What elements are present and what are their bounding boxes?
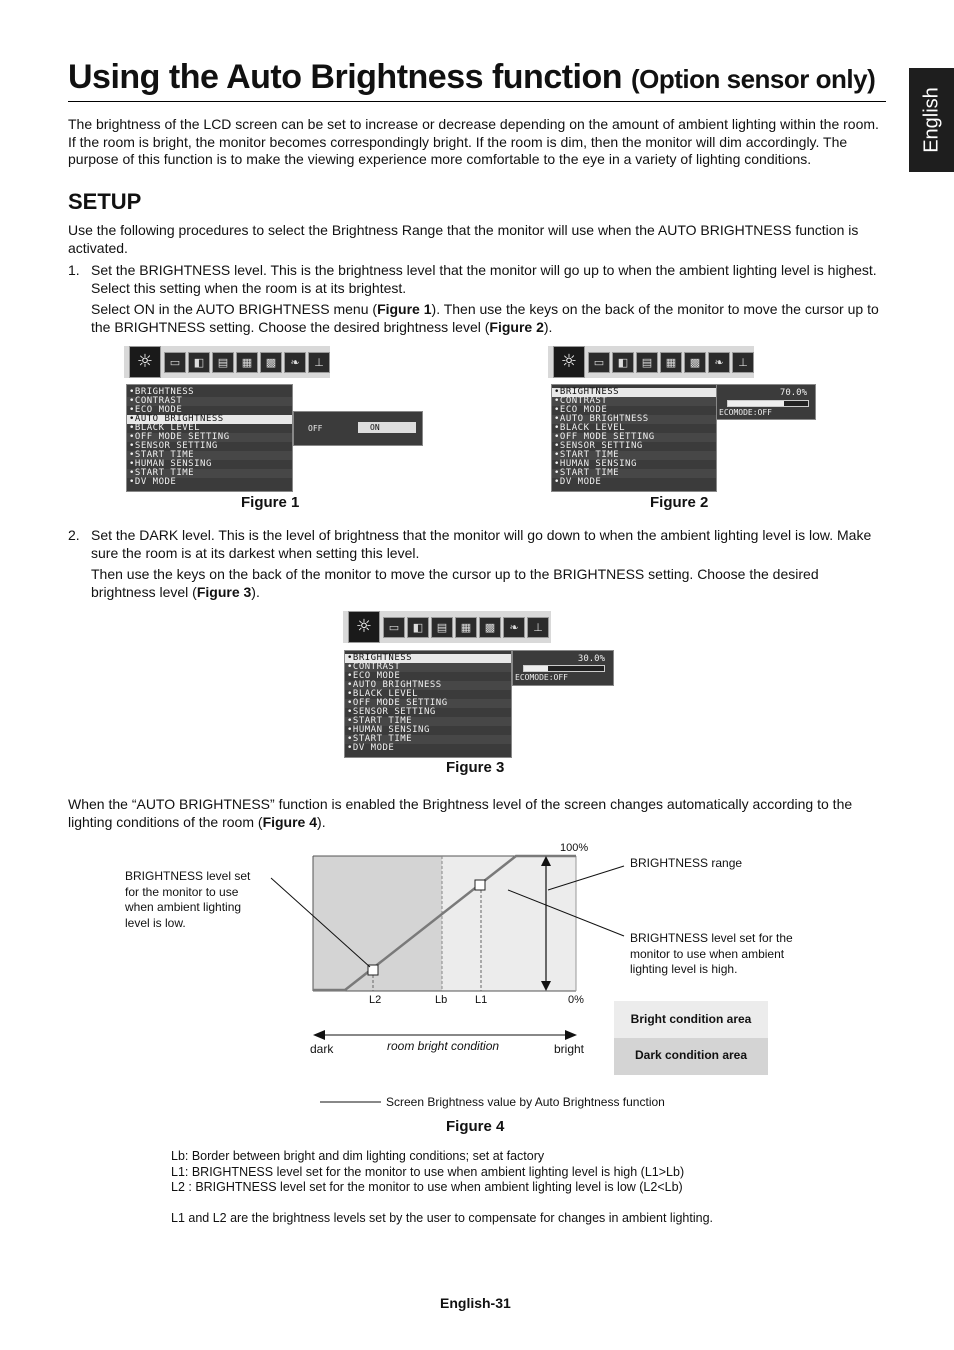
l1-marker (475, 880, 485, 890)
dark-label: dark (310, 1042, 334, 1056)
size-icon: ▤ (212, 352, 234, 373)
color-icon: ▦ (455, 617, 477, 638)
size-icon: ▤ (431, 617, 453, 638)
para4-b: ). (317, 813, 326, 830)
info-monitor-icon: ⊥ (308, 352, 330, 373)
menu-item-selected: •BRIGHTNESS (345, 654, 511, 663)
setup-lead: Use the following procedures to select the Brightness Range that the monitor will use when the AUTO BRIGHTNESS function is activated. (68, 222, 859, 256)
brightness-value: 30.0% (577, 654, 605, 664)
menu-item: •SENSOR SETTING (347, 707, 436, 717)
para4-a: When the “AUTO BRIGHTNESS” function is enabled the Brightness level of the screen changes automatically according to the lighting conditions of the room ( (68, 796, 853, 830)
curve-legend-label: Screen Brightness value by Auto Brightness function (386, 1095, 665, 1109)
contrast-icon: ◧ (188, 352, 210, 373)
picture-icon: ▭ (164, 352, 186, 373)
tick-lb: Lb (435, 994, 448, 1006)
step1-number: 1. (68, 262, 80, 278)
step2-fig3-ref: Figure 3 (196, 583, 252, 600)
range-note: BRIGHTNESS range (630, 856, 743, 870)
grid-icon: ▩ (260, 352, 282, 373)
grid-icon: ▩ (479, 617, 501, 638)
room-axis-left-arrow (313, 1030, 325, 1040)
color-icon: ▦ (660, 352, 682, 373)
step1-text2-b: ). Then use the keys on the back of the monitor to move the cursor up to the BRIGHTNESS setting. Choose the desired brightness level ( (91, 301, 879, 335)
high-level-note: BRIGHTNESS level set for the monitor to use when ambient lighting level is high. (630, 931, 793, 976)
step1-text: Set the BRIGHTNESS level. This is the brightness level that the monitor will go up to when the ambient lighting level is highest. Select this setting when the room is at its brightest. (91, 262, 877, 296)
notes (171, 1149, 851, 1226)
page-footer: English-31 (440, 1295, 511, 1311)
step1-text2-c: ). (543, 318, 553, 335)
step1-text2-a: Select ON in the AUTO BRIGHTNESS menu ( (91, 301, 378, 317)
label-0: 0% (568, 994, 584, 1006)
label-100: 100% (560, 842, 589, 854)
step2-text2-a: Then use the keys on the back of the monitor to move the cursor up to the BRIGHTNESS setting. Choose the desired brightness level ( (91, 566, 819, 600)
low-level-note: BRIGHTNESS level set for the monitor to use when ambient lighting level is low. (125, 869, 251, 930)
room-condition-label: room bright condition (387, 1039, 500, 1053)
picture-icon: ▭ (588, 352, 610, 373)
bright-label: bright (554, 1042, 585, 1056)
step2-text: Set the DARK level. This is the level of brightness that the monitor will go down to when the ambient lighting level is low. Make sure the room is at its darkest when setting this level. (91, 527, 872, 561)
menu-item-selected: •BRIGHTNESS (552, 388, 716, 397)
eco-leaf-icon: ❧ (284, 352, 306, 373)
menu-item: •OFF MODE SETTING (127, 433, 292, 442)
menu-item: •HUMAN SENSING (347, 725, 430, 735)
on-option-label: ON (370, 423, 380, 432)
room-axis-right-arrow (565, 1030, 577, 1040)
menu-item: •DV MODE (554, 477, 602, 487)
contrast-icon: ◧ (612, 352, 634, 373)
note-l1: L1: BRIGHTNESS level set for the monitor to use when ambient lighting level is high (L1>Lb) (171, 1164, 685, 1179)
menu-item: •HUMAN SENSING (554, 459, 637, 469)
menu-item: •DV MODE (129, 477, 177, 487)
menu-item: •CONTRAST (127, 397, 292, 406)
eco-leaf-icon: ❧ (503, 617, 525, 638)
menu-item: •START TIME (127, 469, 292, 478)
step2-text2-b: ). (251, 583, 260, 600)
menu-item: •OFF MODE SETTING (552, 433, 716, 442)
menu-item: •START TIME (552, 469, 716, 478)
figure1-caption: Figure 1 (241, 494, 300, 511)
figure4-caption: Figure 4 (446, 1118, 505, 1135)
note-lb: Lb: Border between bright and dim lighting conditions; set at factory (171, 1149, 545, 1163)
menu-item: •CONTRAST (345, 663, 511, 672)
language-tab-label: English (920, 87, 942, 153)
menu-item: •SENSOR SETTING (129, 441, 218, 451)
menu-item: •BLACK LEVEL (347, 689, 419, 699)
grid-icon: ▩ (684, 352, 706, 373)
menu-item: •BRIGHTNESS (129, 387, 195, 397)
menu-item: •HUMAN SENSING (129, 459, 212, 469)
fig4-ref: Figure 4 (262, 813, 318, 830)
brightness-sun-icon: ☼ (129, 346, 161, 378)
off-option: OFF (308, 424, 323, 433)
picture-icon: ▭ (383, 617, 405, 638)
eco-leaf-icon: ❧ (708, 352, 730, 373)
menu-item: •SENSOR SETTING (554, 441, 643, 451)
menu-item: •BLACK LEVEL (554, 423, 626, 433)
tick-l2: L2 (369, 994, 382, 1006)
menu-item: •AUTO BRIGHTNESS (345, 681, 511, 690)
note-l1-l2: L1 and L2 are the brightness levels set by the user to compensate for changes in ambient lighting. (171, 1210, 713, 1225)
tick-l1: L1 (475, 994, 488, 1006)
menu-item: •START TIME (127, 451, 292, 460)
menu-item: •START TIME (345, 717, 511, 726)
step2-number: 2. (68, 527, 80, 543)
ecomode-label: ECOMODE:OFF (719, 408, 772, 417)
intro-paragraph: The brightness of the LCD screen can be set to increase or decrease depending on the amount of ambient lighting within the room. If the room is bright, the monitor becomes correspondingly bright. If the room is dim, then the monitor will dim accordingly. The purpose of this function is to make the viewing experience more comfortable to the eye in a variety of lighting conditions. (68, 116, 879, 167)
menu-item: •ECO MODE (554, 405, 608, 415)
bright-area-region (442, 856, 576, 991)
figure3-caption: Figure 3 (446, 759, 505, 776)
figure2-caption: Figure 2 (650, 494, 709, 511)
menu-item: •ECO MODE (129, 405, 183, 415)
menu-item: •BLACK LEVEL (129, 423, 201, 433)
note-l2: L2 : BRIGHTNESS level set for the monitor to use when ambient lighting level is low (L2<Lb) (171, 1180, 683, 1194)
brightness-sun-icon: ☼ (553, 346, 585, 378)
menu-item-selected: •AUTO BRIGHTNESS (127, 415, 292, 424)
dark-area-legend: Dark condition area (614, 1038, 768, 1075)
info-monitor-icon: ⊥ (527, 617, 549, 638)
step1-fig2-ref: Figure 2 (489, 318, 544, 335)
menu-item: •DV MODE (347, 743, 395, 753)
bright-area-legend: Bright condition area (614, 1001, 768, 1038)
size-icon: ▤ (636, 352, 658, 373)
contrast-icon: ◧ (407, 617, 429, 638)
menu-item: •AUTO BRIGHTNESS (552, 415, 716, 424)
step1-fig1-ref: Figure 1 (377, 301, 432, 317)
brightness-sun-icon: ☼ (348, 611, 380, 643)
menu-item: •CONTRAST (552, 397, 716, 406)
ecomode-label: ECOMODE:OFF (515, 673, 568, 682)
title-sub: (Option sensor only) (631, 64, 876, 94)
menu-item: •START TIME (552, 451, 716, 460)
menu-item: •START TIME (345, 735, 511, 744)
title-main: Using the Auto Brightness function (68, 58, 623, 96)
color-icon: ▦ (236, 352, 258, 373)
info-monitor-icon: ⊥ (732, 352, 754, 373)
menu-item: •OFF MODE SETTING (345, 699, 511, 708)
menu-item: •ECO MODE (347, 671, 401, 681)
setup-heading: SETUP (68, 189, 142, 214)
brightness-value: 70.0% (779, 388, 807, 398)
